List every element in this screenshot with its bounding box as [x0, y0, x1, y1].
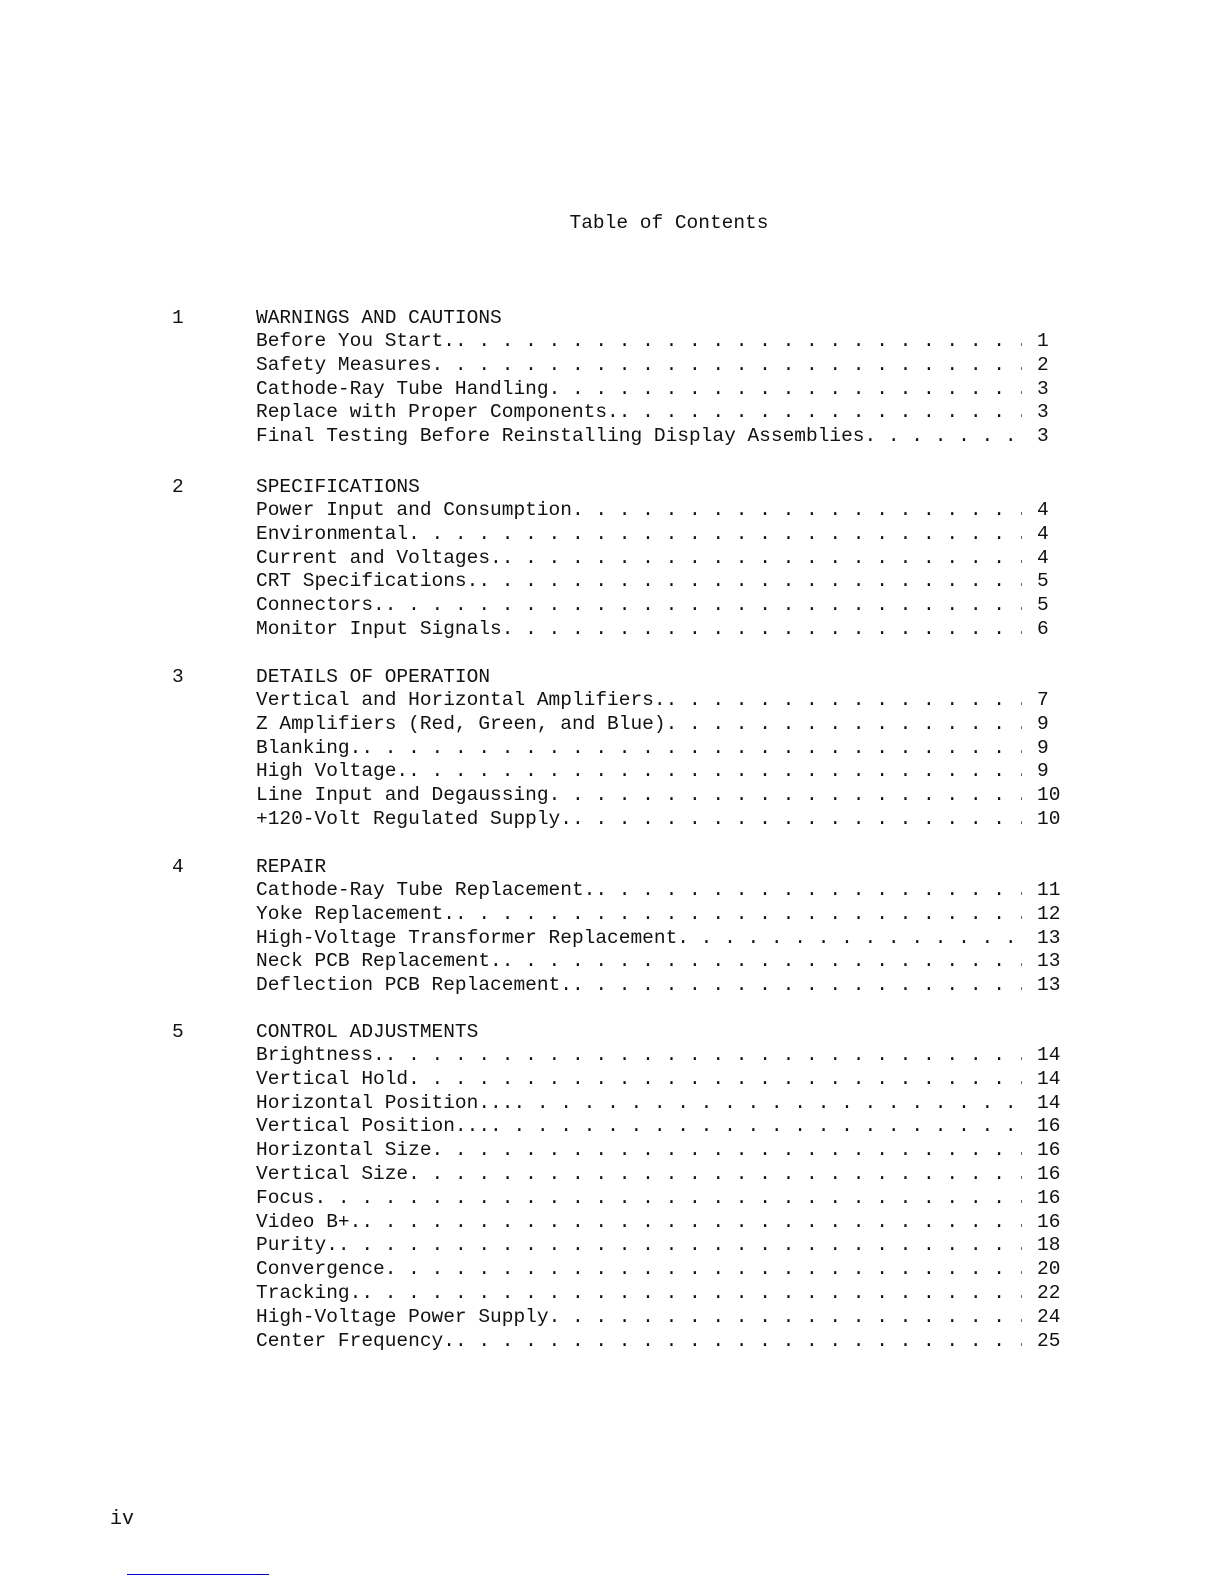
page-title: Table of Contents — [569, 212, 769, 234]
entry-page-number: 4 — [1037, 499, 1049, 521]
entry-title: Horizontal Position... — [256, 1091, 514, 1114]
section-heading: WARNINGS AND CAUTIONS — [256, 307, 502, 329]
toc-entry[interactable] — [256, 1139, 1061, 1163]
entry-title: Yoke Replacement. — [256, 902, 455, 925]
dot-leader — [408, 523, 1022, 547]
dot-leader — [595, 879, 1022, 903]
toc-entry[interactable] — [256, 1162, 1061, 1187]
entry-page-number: 5 — [1037, 570, 1049, 593]
entry-title: Vertical Size — [256, 1162, 409, 1185]
dot-leader — [361, 737, 1022, 761]
entry-page-number: 16 — [1037, 1162, 1061, 1185]
entry-title: Cathode-Ray Tube Replacement. — [256, 879, 596, 901]
entry-page-number: 9 — [1037, 712, 1049, 735]
entry-page-number: 16 — [1037, 1115, 1061, 1138]
dot-leader — [666, 689, 1022, 713]
dot-leader — [549, 784, 1022, 808]
dot-leader — [385, 594, 1022, 618]
entry-title: Line Input and Degaussing — [256, 784, 549, 807]
entry-page-number: 10 — [1037, 784, 1061, 807]
dot-leader — [572, 808, 1022, 832]
dot-leader — [666, 713, 1022, 737]
toc-entry[interactable] — [256, 689, 1056, 713]
section-heading: CONTROL ADJUSTMENTS — [256, 1021, 479, 1043]
dot-leader — [455, 903, 1022, 927]
entry-title: Final Testing Before Reinstalling Display Assemblies — [256, 425, 865, 448]
toc-entry[interactable] — [256, 760, 1056, 784]
dot-leader — [385, 1044, 1022, 1068]
dot-leader — [361, 1282, 1022, 1306]
entry-page-number: 24 — [1037, 1305, 1061, 1328]
entry-page-number: 7 — [1037, 689, 1049, 711]
entry-page-number: 18 — [1037, 1234, 1061, 1257]
entry-title: Replace with Proper Components. — [256, 401, 619, 424]
dot-leader — [361, 1211, 1022, 1235]
entry-title: Focus — [256, 1186, 315, 1209]
entry-page-number: 13 — [1037, 926, 1061, 949]
dot-leader — [338, 1234, 1022, 1258]
entry-page-number: 1 — [1037, 330, 1049, 352]
entry-title: Purity. — [256, 1234, 338, 1257]
section-number: 3 — [172, 666, 184, 688]
toc-entry[interactable] — [256, 713, 1056, 737]
toc-entry[interactable] — [256, 1234, 1061, 1258]
entry-page-number: 13 — [1037, 974, 1061, 997]
toc-entry[interactable] — [256, 523, 1056, 547]
toc-entry[interactable] — [256, 974, 1061, 998]
entry-title: Deflection PCB Replacement. — [256, 974, 572, 997]
entry-title: Before You Start. — [256, 330, 455, 352]
entry-page-number: 3 — [1037, 401, 1049, 424]
toc-entry[interactable] — [256, 1044, 1061, 1068]
entry-title: Z Amplifiers (Red, Green, and Blue) — [256, 712, 666, 735]
entry-title: Power Input and Consumption — [256, 499, 572, 521]
dot-leader — [502, 547, 1022, 571]
page-number: iv — [110, 1508, 135, 1531]
entry-title: Neck PCB Replacement. — [256, 950, 502, 973]
dot-leader — [677, 927, 1022, 951]
dot-leader — [432, 354, 1022, 378]
toc-entry[interactable] — [256, 401, 1056, 425]
entry-title: Vertical Position... — [256, 1115, 491, 1138]
entry-title: Horizontal Size — [256, 1139, 432, 1162]
dot-leader — [408, 1163, 1022, 1187]
entry-page-number: 9 — [1037, 736, 1049, 759]
entry-page-number: 13 — [1037, 950, 1061, 973]
dot-leader — [408, 1068, 1022, 1092]
toc-entry[interactable] — [256, 1186, 1061, 1211]
entry-page-number: 5 — [1037, 594, 1049, 617]
entry-page-number: 3 — [1037, 377, 1049, 400]
entry-title: Video B+. — [256, 1210, 362, 1233]
entry-title: Vertical Hold — [256, 1067, 409, 1090]
entry-title: Blanking. — [256, 736, 362, 759]
entry-page-number: 14 — [1037, 1091, 1061, 1114]
entry-page-number: 10 — [1037, 807, 1061, 830]
entry-page-number: 3 — [1037, 425, 1049, 448]
section-number: 5 — [172, 1021, 184, 1043]
entry-page-number: 25 — [1037, 1329, 1061, 1352]
dot-leader — [490, 1115, 1022, 1139]
toc-entry[interactable] — [256, 1115, 1061, 1139]
toc-entry[interactable] — [256, 807, 1061, 832]
toc-entry[interactable] — [256, 1091, 1061, 1116]
toc-entry[interactable] — [256, 425, 1056, 449]
entry-title: High Voltage. — [256, 760, 409, 783]
toc-entry[interactable] — [256, 1329, 1061, 1354]
entry-page-number: 12 — [1037, 902, 1061, 925]
toc-entry[interactable] — [256, 879, 1061, 903]
entry-title: Current and Voltages. — [256, 546, 502, 569]
entry-title: Cathode-Ray Tube Handling — [256, 377, 549, 400]
entry-page-number: 4 — [1037, 522, 1049, 545]
entry-title: Safety Measures — [256, 353, 432, 376]
entry-page-number: 9 — [1037, 760, 1049, 783]
dot-leader — [385, 1258, 1022, 1282]
dot-leader — [315, 1187, 1022, 1211]
entry-title: Convergence — [256, 1258, 385, 1281]
dot-leader — [502, 618, 1022, 642]
dot-leader — [408, 760, 1022, 784]
toc-entry[interactable] — [256, 1281, 1061, 1306]
section-number: 4 — [172, 856, 184, 878]
dot-leader — [432, 1139, 1022, 1163]
dot-leader — [619, 401, 1022, 425]
entry-page-number: 11 — [1037, 879, 1061, 901]
toc-entry[interactable] — [256, 330, 1056, 354]
entry-title: +120-Volt Regulated Supply. — [256, 807, 572, 830]
footer-rule — [127, 1574, 269, 1575]
section-heading: REPAIR — [256, 856, 327, 878]
toc-entry[interactable] — [256, 784, 1061, 808]
entry-title: Monitor Input Signals — [256, 617, 502, 640]
toc-entry[interactable] — [256, 547, 1056, 571]
section-heading: SPECIFICATIONS — [256, 476, 420, 498]
toc-entry[interactable] — [256, 618, 1056, 642]
entry-page-number: 22 — [1037, 1281, 1061, 1304]
section-number: 2 — [172, 476, 184, 498]
entry-title: CRT Specifications. — [256, 570, 479, 593]
toc-entry[interactable] — [256, 950, 1061, 974]
entry-page-number: 4 — [1037, 546, 1049, 569]
toc-entry[interactable] — [256, 594, 1056, 618]
entry-title: Connectors. — [256, 594, 385, 617]
dot-leader — [549, 1306, 1022, 1330]
dot-leader — [865, 425, 1023, 449]
section-number: 1 — [172, 307, 184, 329]
dot-leader — [478, 570, 1022, 594]
entry-page-number: 6 — [1037, 617, 1049, 640]
toc-entry[interactable] — [256, 570, 1056, 594]
toc-entry[interactable] — [256, 378, 1056, 402]
entry-page-number: 2 — [1037, 353, 1049, 376]
entry-page-number: 16 — [1037, 1139, 1061, 1162]
entry-title: Brightness. — [256, 1044, 385, 1066]
dot-leader — [502, 950, 1022, 974]
dot-leader — [455, 330, 1022, 354]
entry-page-number: 14 — [1037, 1044, 1061, 1066]
dot-leader — [572, 499, 1022, 523]
entry-page-number: 20 — [1037, 1258, 1061, 1281]
dot-leader — [549, 378, 1022, 402]
dot-leader — [513, 1092, 1022, 1116]
entry-title: High-Voltage Power Supply — [256, 1305, 549, 1328]
entry-title: High-Voltage Transformer Replacement — [256, 926, 678, 949]
toc-entry[interactable] — [256, 1067, 1061, 1092]
toc-entry[interactable] — [256, 926, 1061, 951]
entry-page-number: 16 — [1037, 1186, 1061, 1209]
dot-leader — [455, 1330, 1022, 1354]
toc-entry[interactable] — [256, 499, 1056, 523]
entry-title: Vertical and Horizontal Amplifiers. — [256, 689, 666, 711]
toc-entry[interactable] — [256, 1210, 1061, 1235]
section-heading: DETAILS OF OPERATION — [256, 666, 491, 688]
dot-leader — [572, 974, 1022, 998]
toc-entry[interactable] — [256, 354, 1056, 378]
entry-title: Environmental — [256, 522, 409, 545]
entry-page-number: 14 — [1037, 1067, 1061, 1090]
toc-entry[interactable] — [256, 902, 1061, 927]
entry-title: Tracking. — [256, 1281, 362, 1304]
toc-entry[interactable] — [256, 737, 1056, 761]
entry-page-number: 16 — [1037, 1210, 1061, 1233]
toc-entry[interactable] — [256, 1305, 1061, 1330]
toc-entry[interactable] — [256, 1258, 1061, 1282]
entry-title: Center Frequency. — [256, 1329, 455, 1352]
